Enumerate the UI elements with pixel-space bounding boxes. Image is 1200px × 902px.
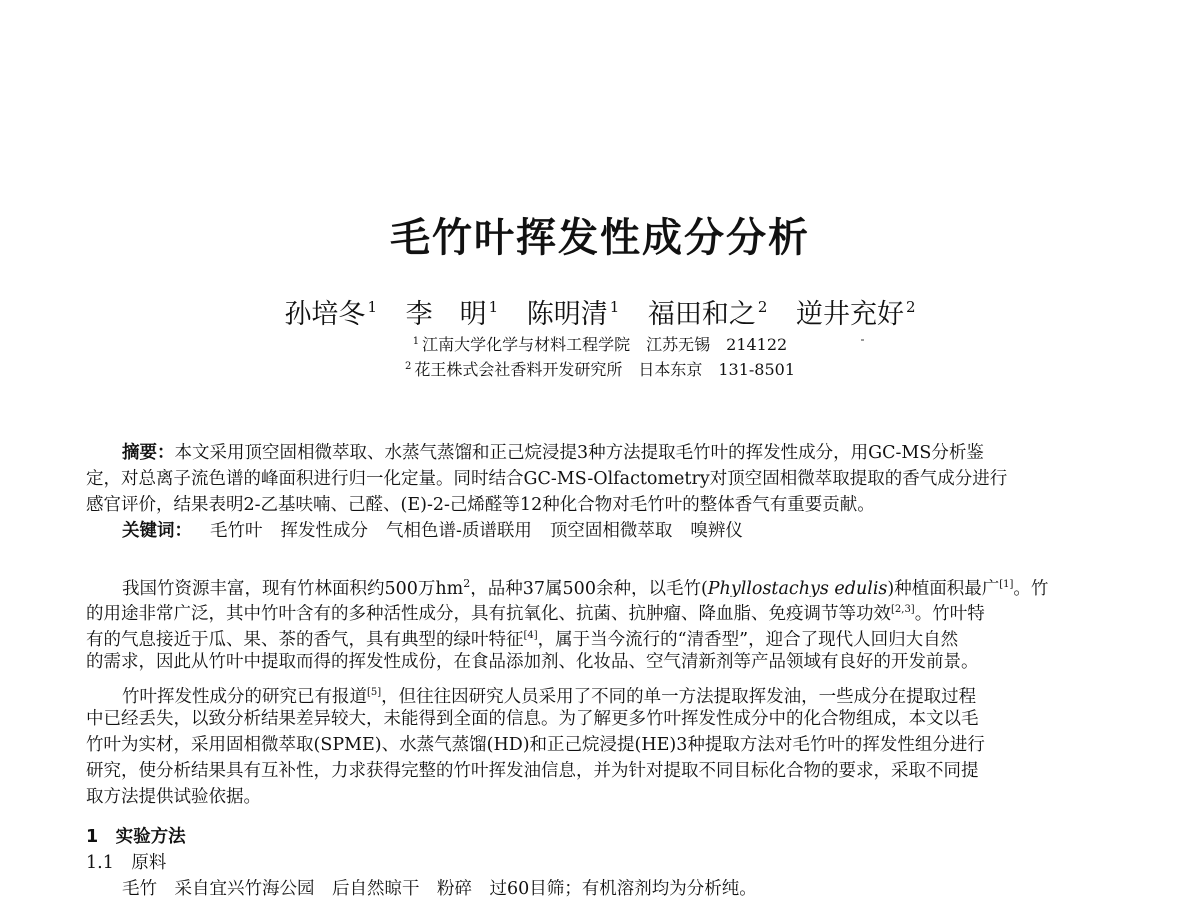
author: 李 明 $^1$ xyxy=(405,298,499,330)
body-line: 的用途非常广泛，其中竹叶含有的多种活性成分，具有抗氧化、抗菌、抗肿瘤、降血脂、免疫调节等功效[2,3]。竹叶特 xyxy=(86,604,985,623)
abstract-label: 摘要： xyxy=(122,443,175,463)
body-line: 有的气息接近于瓜、果、茶的香气，具有典型的绿叶特征[4]，属于当今流行的“清香型”，迎合了现代人回归大自然 xyxy=(86,630,959,649)
citation: [4] xyxy=(523,630,538,641)
author: 逆井充好 $^2$ xyxy=(796,298,916,330)
body-line: 我国竹资源丰富，现有竹林面积约500万$hm^2$，品种37属500余种，以毛竹(Phyllostachys edulis)种植面积最广[1]。竹 xyxy=(122,577,1049,597)
subsection-text: 毛竹 采自宜兴竹海公园 后自然晾干 粉碎 过60目筛；有机溶剂均为分析纯。 xyxy=(122,879,757,899)
paper-title: 毛竹叶挥发性成分分析 xyxy=(390,215,810,261)
author: 孙培冬 $^1$ xyxy=(284,298,377,330)
author: 福田和之 $^2$ xyxy=(647,298,768,330)
citation: [5] xyxy=(367,687,382,698)
keywords-line xyxy=(86,518,1120,544)
author: 陈明清 $^1$ xyxy=(526,298,620,330)
affiliation: $^2$ 花王株式会社香料开发研究所 日本东京 131-8501 xyxy=(404,360,796,379)
body-line: 中已经丢失，以致分析结果差异较大，未能得到全面的信息。为了解更多竹叶挥发性成分中的化合物组成，本文以毛 xyxy=(86,709,979,729)
citation: [2,3] xyxy=(891,604,915,615)
abstract xyxy=(86,440,1120,518)
body-line: 竹叶为实材，采用固相微萃取(SPME)、水蒸气蒸馏(HD)和正己烷浸提(HE)3种提取方法对毛竹叶的挥发性组分进行 xyxy=(86,735,985,755)
abstract-line: 感官评价，结果表明2-乙基呋喃、己醛、(E)-2-己烯醛等12种化合物对毛竹叶的整体香气有重要贡献。 xyxy=(86,495,875,515)
citation: [1] xyxy=(999,579,1014,590)
body-line: 的需求，因此从竹叶中提取而得的挥发性成份，在食品添加剂、化妆品、空气清新剂等产品领域有良好的开发前景。 xyxy=(86,652,979,672)
keywords xyxy=(86,518,1120,544)
body-line: 取方法提供试验依据。 xyxy=(86,787,261,807)
affiliation: $^1$ 江南大学化学与材料工程学院 江苏无锡 214122 xyxy=(412,335,788,354)
intro-paragraph-1 xyxy=(86,571,1120,675)
scan-speck xyxy=(861,339,864,341)
abstract-line: 定，对总离子流色谱的峰面积进行归一化定量。同时结合GC-MS-Olfactometry对顶空固相微萃取提取的香气成分进行 xyxy=(86,469,1008,489)
intro-paragraph-2 xyxy=(86,680,1120,810)
body-line: 竹叶挥发性成分的研究已有报道[5]，但往往因研究人员采用了不同的单一方法提取挥发油，一些成分在提取过程 xyxy=(122,687,977,706)
body-line: 研究，使分析结果具有互补性，力求获得完整的竹叶挥发油信息，并为针对提取不同目标化合物的要求，采取不同提 xyxy=(86,761,979,781)
keyword: 嗅辨仪 xyxy=(690,521,743,541)
keyword: 气相色谱-质谱联用 xyxy=(386,521,532,541)
author-list xyxy=(0,290,1200,332)
abstract-line: 摘要：本文采用顶空固相微萃取、水蒸气蒸馏和正己烷浸提3种方法提取毛竹叶的挥发性成分，用GC-MS分析鉴 xyxy=(122,443,984,463)
section-heading: 1 实验方法 xyxy=(86,827,186,847)
subsection-heading: 1.1 原料 xyxy=(86,853,167,873)
keyword: 毛竹叶 xyxy=(210,521,263,541)
keyword: 挥发性成分 xyxy=(280,521,368,541)
keywords-label: 关键词： xyxy=(122,521,192,541)
keyword: 顶空固相微萃取 xyxy=(549,521,673,541)
